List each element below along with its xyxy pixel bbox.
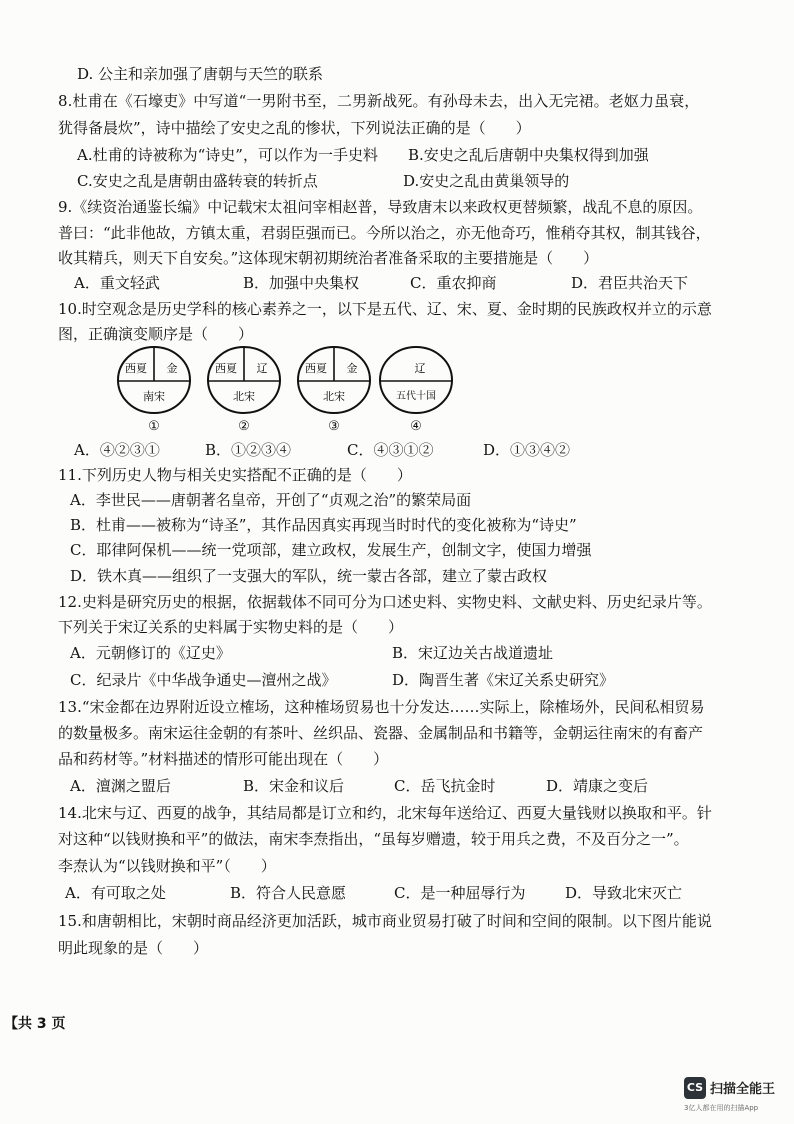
q11-option-d: D．铁木真——组织了一支强大的军队，统一蒙古各部，建立了蒙古政权: [70, 567, 548, 585]
q14-stem-line-3: 李焘认为“以钱财换和平”（ ）: [58, 857, 276, 875]
map1-number: ①: [148, 419, 160, 434]
q11-option-c: C．耶律阿保机——统一党项部，建立政权，发展生产，创制文字，使国力增强: [70, 541, 592, 559]
q13-option-b: B．宋金和议后: [243, 777, 345, 795]
q13-option-c: C．岳飞抗金时: [394, 777, 496, 795]
map-diagram-2: [206, 345, 282, 419]
q10-option-b: B．①②③④: [205, 441, 292, 459]
q13-stem-line-2: 的数量极多。南宋运往金朝的有茶叶、丝织品、瓷器、金属制品和书籍等，金朝运往南宋的有畜产: [58, 724, 704, 742]
q8-stem-line-2: 犹得备晨炊”，诗中描绘了安史之乱的惨状，下列说法正确的是（ ）: [58, 119, 531, 137]
q12-option-d: D．陶晋生著《宋辽关系史研究》: [392, 671, 615, 689]
q14-stem-line-1: 14.北宋与辽、西夏的战争，其结局都是订立和约，北宋每年送给辽、西夏大量钱财以换取和平。针: [58, 804, 712, 822]
q10-option-a: A．④②③①: [74, 441, 160, 459]
q12-stem-line-2: 下列关于宋辽关系的史料属于实物史料的是（ ）: [58, 618, 404, 636]
q10-stem-line-2: 图，正确演变顺序是（ ）: [58, 325, 254, 343]
q14-stem-line-2: 对这种“以钱财换和平”的做法，南宋李焘指出，“虽每岁赠遗，较于用兵之费，不及百分之一”。: [58, 830, 689, 848]
q15-stem-line-2: 明此现象的是（ ）: [58, 939, 209, 957]
q14-option-a: A．有可取之处: [65, 884, 166, 902]
camscanner-logo-icon: CS: [684, 1077, 706, 1099]
q8-option-b: B.安史之乱后唐朝中央集权得到加强: [408, 146, 649, 164]
q11-option-a: A．李世民——唐朝著名皇帝，开创了“贞观之治”的繁荣局面: [70, 491, 472, 509]
page-count-footer: 【共 3 页: [4, 1016, 66, 1032]
q15-stem-line-1: 15.和唐朝相比，宋朝时商品经济更加活跃，城市商业贸易打破了时间和空间的限制。以下图片能说: [58, 912, 712, 930]
q12-option-b: B．宋辽边关古战道遗址: [392, 644, 554, 662]
q9-option-d: D．君臣共治天下: [571, 274, 689, 292]
map3-top-left: 西夏: [305, 362, 327, 375]
map3-number: ③: [328, 419, 340, 434]
q9-option-b: B．加强中央集权: [243, 274, 360, 292]
q14-option-b: B．符合人民意愿: [230, 884, 347, 902]
q13-stem-line-3: 品和药材等。”材料描述的情形可能出现在（ ）: [58, 750, 389, 768]
scanner-tagline: 3亿人都在用的扫描App: [684, 1104, 759, 1112]
q12-stem-line-1: 12.史料是研究历史的根据，依据载体不同可分为口述史料、实物史料、文献史料、历史纪录片等。: [58, 593, 712, 611]
q8-stem-line-1: 8.杜甫在《石壕吏》中写道“一男附书至，二男新战死。有孙母未去，出入无完裙。老妪力虽衰，: [58, 92, 700, 110]
map3-bottom: 北宋: [323, 390, 345, 403]
q9-option-a: A．重文轻武: [74, 274, 160, 292]
q10-option-c: C．④③①②: [347, 441, 434, 459]
q13-option-d: D．靖康之变后: [546, 777, 649, 795]
map2-top-right: 辽: [256, 362, 268, 375]
q8-option-a: A.杜甫的诗被称为“诗史”，可以作为一手史料: [77, 146, 378, 164]
q12-option-a: A．元朝修订的《辽史》: [70, 644, 231, 662]
q9-stem-line-3: 收其精兵，则天下自安矣。”这体现宋朝初期统治者准备采取的主要措施是（ ）: [58, 249, 599, 267]
q14-option-c: C．是一种屈辱行为: [394, 884, 526, 902]
q11-stem: 11.下列历史人物与相关史实搭配不正确的是（ ）: [58, 466, 412, 484]
q9-stem-line-1: 9.《续资治通鉴长编》中记载宋太祖问宰相赵普，导致唐末以来政权更替频繁，战乱不息的原因。: [58, 198, 703, 216]
map2-top-left: 西夏: [215, 362, 237, 375]
map-diagram-3: [296, 345, 372, 419]
map1-bottom: 南宋: [143, 390, 165, 403]
q11-option-b: B．杜甫——被称为“诗圣”，其作品因真实再现当时时代的变化被称为“诗史”: [70, 516, 577, 534]
q13-stem-line-1: 13.“宋金都在边界附近设立榷场，这种榷场贸易也十分发达……实际上，除榷场外，民间私相贸易: [58, 698, 705, 716]
map-diagram-4: [378, 345, 454, 419]
map2-bottom: 北宋: [233, 390, 255, 403]
map4-number: ④: [410, 419, 422, 434]
scanner-app-name: 扫描全能王: [710, 1082, 776, 1097]
map4-bottom: 五代十国: [396, 391, 436, 402]
map1-top-right: 金: [166, 362, 178, 375]
q12-option-c: C．纪录片《中华战争通史—澶州之战》: [70, 671, 337, 689]
map-diagram-1: [116, 345, 192, 419]
scanner-watermark: [684, 1077, 790, 1117]
q10-map-diagrams: [116, 345, 446, 435]
map1-top-left: 西夏: [125, 362, 147, 375]
q13-option-a: A．澶渊之盟后: [70, 777, 171, 795]
q10-option-d: D．①③④②: [483, 441, 571, 459]
q10-stem-line-1: 10.时空观念是历史学科的核心素养之一，以下是五代、辽、宋、夏、金时期的民族政权并立的示意: [58, 300, 712, 318]
q9-option-c: C．重农抑商: [410, 274, 497, 292]
q8-option-c: C.安史之乱是唐朝由盛转衰的转折点: [77, 172, 318, 190]
q9-stem-line-2: 普曰：“此非他故，方镇太重，君弱臣强而已。今所以治之，亦无他奇巧，惟稍夺其权，制其钱谷，: [58, 224, 711, 242]
q8-option-d: D.安史之乱由黄巢领导的: [403, 172, 570, 190]
q7-option-d: D. 公主和亲加强了唐朝与天竺的联系: [77, 65, 324, 83]
map3-top-right: 金: [346, 362, 358, 375]
q14-option-d: D．导致北宋灭亡: [565, 884, 683, 902]
map2-number: ②: [238, 419, 250, 434]
map4-top-right: 辽: [414, 362, 426, 375]
